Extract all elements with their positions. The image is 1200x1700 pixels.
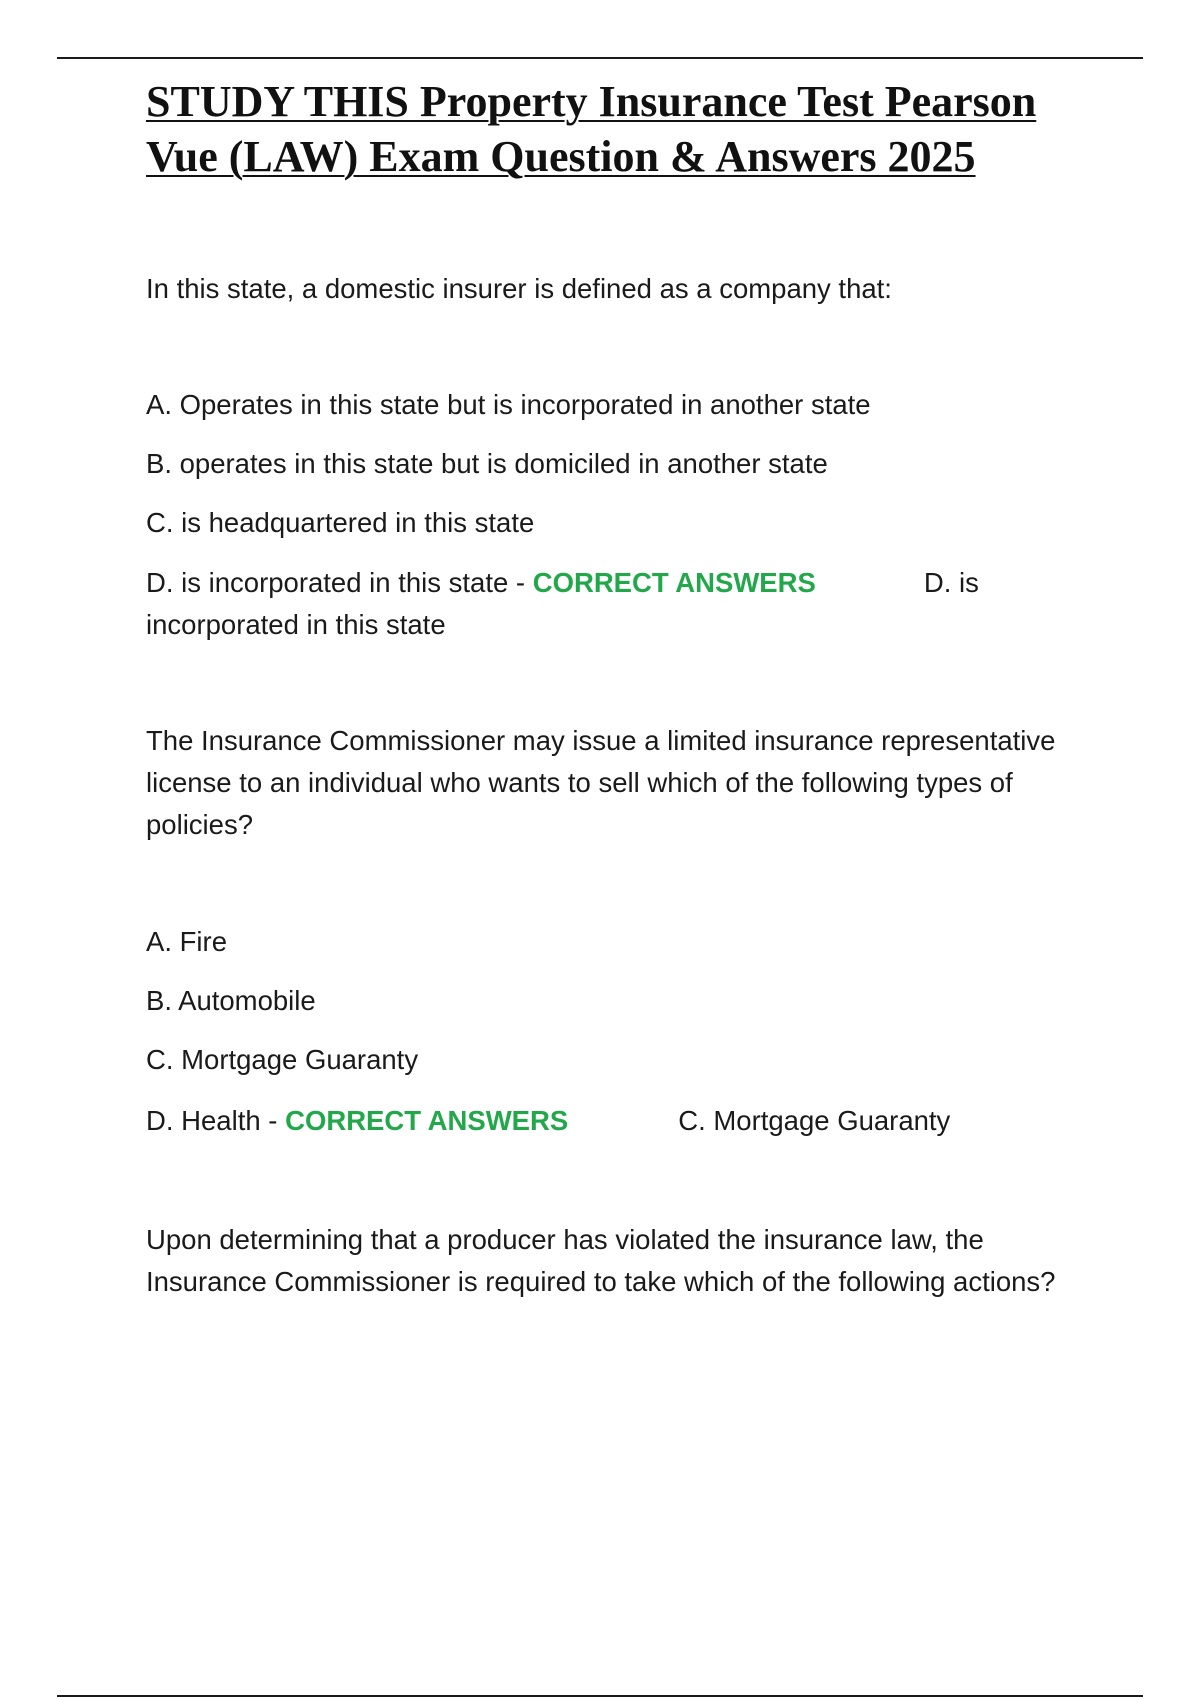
question-2-answer: C. Mortgage Guaranty — [678, 1105, 951, 1136]
question-1-option-b: B. operates in this state but is domiciled in another state — [146, 448, 828, 479]
question-1-answer-line — [146, 562, 1086, 646]
question-2-option-b: B. Automobile — [146, 985, 316, 1016]
question-1-option-a: A. Operates in this state but is incorporated in another state — [146, 389, 871, 420]
question-2-option-a: A. Fire — [146, 926, 227, 957]
question-2-option-c: C. Mortgage Guaranty — [146, 1044, 419, 1075]
question-2-stem: The Insurance Commissioner may issue a limited insurance representative license to an individual who wants to sell which of the following types of policies? — [146, 725, 1064, 840]
correct-answers-label: CORRECT ANSWERS — [285, 1105, 569, 1136]
question-2-option-d: D. Health - — [146, 1105, 278, 1136]
question-1-stem: In this state, a domestic insurer is defined as a company that: — [146, 273, 892, 304]
document-title: STUDY THIS Property Insurance Test Pearson Vue (LAW) Exam Question & Answers 2025 — [146, 77, 1037, 181]
top-rule — [57, 57, 1143, 59]
question-1-option-d: D. is incorporated in this state - — [146, 567, 526, 598]
question-1-option-c: C. is headquartered in this state — [146, 507, 535, 538]
correct-answers-label: CORRECT ANSWERS — [532, 567, 816, 598]
question-1-answer: D. is incorporated in this state — [146, 567, 979, 640]
question-3-stem: Upon determining that a producer has violated the insurance law, the Insurance Commissioner is required to take which of the following actions? — [146, 1224, 1056, 1297]
question-2-answer-line — [146, 1100, 1086, 1142]
bottom-rule — [57, 1695, 1143, 1697]
